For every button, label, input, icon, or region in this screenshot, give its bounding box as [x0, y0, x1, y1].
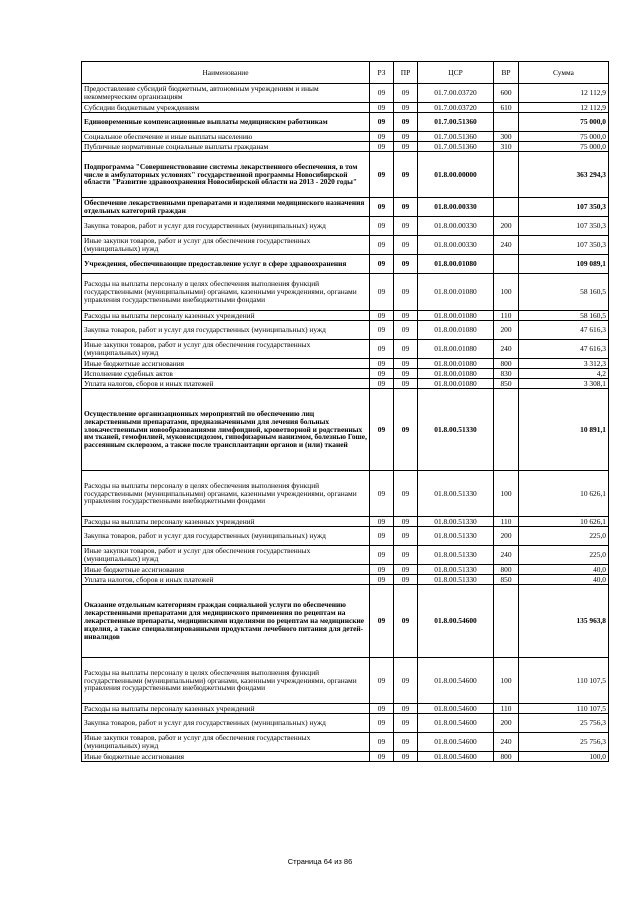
cell-csr: 01.8.00.00330: [418, 198, 494, 217]
cell-sum: 109 089,1: [519, 255, 609, 274]
cell-name: Субсидии бюджетным учреждениям: [82, 103, 370, 113]
cell-sum: 47 616,3: [519, 321, 609, 340]
cell-vr: 100: [494, 658, 519, 704]
cell-pr: 09: [394, 546, 418, 565]
cell-sum: 10 626,1: [519, 471, 609, 517]
cell-rz: 09: [370, 575, 394, 585]
cell-csr: 01.8.00.01080: [418, 359, 494, 369]
table-row: [82, 733, 609, 752]
header-vr: ВР: [494, 62, 519, 84]
cell-vr: [494, 389, 519, 471]
cell-csr: 01.8.00.51330: [418, 527, 494, 546]
table-row: [82, 113, 609, 132]
cell-name: Иные закупки товаров, работ и услуг для обеспечения государственных (муниципальных) нужд: [82, 546, 370, 565]
cell-name: Подпрограмма "Совершенствование системы лекарственного обеспечения, в том числе в амбулаторных условиях" государственной программы Новосибирской области "Развитие здравоохранения Новосибирской области на 2013 - 2020 годы": [82, 152, 370, 198]
cell-csr: 01.8.00.54600: [418, 704, 494, 714]
cell-name: Расходы на выплаты персоналу казенных учреждений: [82, 517, 370, 527]
table-row: [82, 340, 609, 359]
cell-rz: 09: [370, 752, 394, 762]
cell-rz: 09: [370, 142, 394, 152]
cell-csr: 01.8.00.51330: [418, 575, 494, 585]
page-number: Страница 64 из 86: [287, 857, 353, 866]
cell-pr: 09: [394, 103, 418, 113]
cell-name: Иные бюджетные ассигнования: [82, 565, 370, 575]
cell-rz: 09: [370, 103, 394, 113]
cell-csr: 01.8.00.00330: [418, 236, 494, 255]
cell-rz: 09: [370, 389, 394, 471]
cell-sum: 12 112,9: [519, 84, 609, 103]
cell-pr: 09: [394, 565, 418, 575]
cell-rz: 09: [370, 658, 394, 704]
cell-sum: 3 312,3: [519, 359, 609, 369]
cell-sum: 58 160,5: [519, 311, 609, 321]
cell-rz: 09: [370, 236, 394, 255]
cell-sum: 110 107,5: [519, 704, 609, 714]
cell-vr: 110: [494, 517, 519, 527]
cell-vr: 240: [494, 236, 519, 255]
cell-pr: 09: [394, 379, 418, 389]
cell-csr: 01.7.00.03720: [418, 84, 494, 103]
cell-sum: 10 626,1: [519, 517, 609, 527]
cell-sum: 12 112,9: [519, 103, 609, 113]
cell-rz: 09: [370, 527, 394, 546]
table-row: [82, 103, 609, 113]
cell-sum: 100,0: [519, 752, 609, 762]
cell-vr: 800: [494, 565, 519, 575]
cell-rz: 09: [370, 733, 394, 752]
cell-rz: 09: [370, 471, 394, 517]
cell-pr: 09: [394, 585, 418, 658]
cell-csr: 01.8.00.54600: [418, 714, 494, 733]
cell-pr: 09: [394, 517, 418, 527]
cell-vr: 600: [494, 84, 519, 103]
table-row: [82, 527, 609, 546]
cell-pr: 09: [394, 274, 418, 311]
cell-vr: 240: [494, 733, 519, 752]
table-row: [82, 359, 609, 369]
header-name: Наименование: [82, 62, 370, 84]
cell-name: Закупка товаров, работ и услуг для государственных (муниципальных) нужд: [82, 714, 370, 733]
cell-vr: 240: [494, 546, 519, 565]
table-row: [82, 217, 609, 236]
cell-rz: 09: [370, 84, 394, 103]
cell-rz: 09: [370, 152, 394, 198]
cell-name: Единовременные компенсационные выплаты медицинским работникам: [82, 113, 370, 132]
cell-pr: 09: [394, 340, 418, 359]
cell-rz: 09: [370, 132, 394, 142]
cell-csr: 01.8.00.54600: [418, 733, 494, 752]
cell-csr: 01.8.00.01080: [418, 311, 494, 321]
cell-rz: 09: [370, 359, 394, 369]
cell-pr: 09: [394, 575, 418, 585]
cell-sum: 225,0: [519, 527, 609, 546]
cell-pr: 09: [394, 359, 418, 369]
cell-vr: 850: [494, 575, 519, 585]
cell-csr: 01.8.00.51330: [418, 565, 494, 575]
table-row: [82, 236, 609, 255]
cell-name: Публичные нормативные социальные выплаты гражданам: [82, 142, 370, 152]
cell-sum: 363 294,3: [519, 152, 609, 198]
cell-pr: 09: [394, 369, 418, 379]
cell-csr: 01.8.00.01080: [418, 274, 494, 311]
cell-pr: 09: [394, 236, 418, 255]
cell-csr: 01.8.00.00330: [418, 217, 494, 236]
cell-sum: 75 000,0: [519, 113, 609, 132]
table-row: [82, 752, 609, 762]
cell-vr: 800: [494, 359, 519, 369]
cell-vr: [494, 585, 519, 658]
cell-sum: 4,2: [519, 369, 609, 379]
cell-name: Расходы на выплаты персоналу казенных учреждений: [82, 704, 370, 714]
cell-csr: 01.7.00.03720: [418, 103, 494, 113]
cell-vr: 240: [494, 340, 519, 359]
cell-pr: 09: [394, 142, 418, 152]
header-sum: Сумма: [519, 62, 609, 84]
cell-name: Расходы на выплаты персоналу казенных учреждений: [82, 311, 370, 321]
cell-csr: 01.7.00.51360: [418, 142, 494, 152]
cell-pr: 09: [394, 152, 418, 198]
cell-csr: 01.8.00.01080: [418, 255, 494, 274]
cell-csr: 01.8.00.00000: [418, 152, 494, 198]
cell-name: Иные закупки товаров, работ и услуг для обеспечения государственных (муниципальных) нужд: [82, 733, 370, 752]
cell-vr: 110: [494, 704, 519, 714]
cell-csr: 01.8.00.51330: [418, 389, 494, 471]
cell-pr: 09: [394, 752, 418, 762]
table-row: [82, 379, 609, 389]
cell-rz: 09: [370, 369, 394, 379]
cell-name: Расходы на выплаты персоналу в целях обеспечения выполнения функций государственными (муниципальными) органами, казенными учреждениями, органами управления государственными внебюджетными фондами: [82, 274, 370, 311]
cell-rz: 09: [370, 217, 394, 236]
cell-pr: 09: [394, 527, 418, 546]
cell-name: Закупка товаров, работ и услуг для государственных (муниципальных) нужд: [82, 217, 370, 236]
cell-vr: 300: [494, 132, 519, 142]
cell-name: Обеспечение лекарственными препаратами и изделиями медицинского назначения отдельных категорий граждан: [82, 198, 370, 217]
cell-vr: 100: [494, 471, 519, 517]
cell-pr: 09: [394, 255, 418, 274]
table-row: [82, 517, 609, 527]
cell-sum: 75 000,0: [519, 142, 609, 152]
cell-vr: 100: [494, 274, 519, 311]
cell-rz: 09: [370, 379, 394, 389]
table-row: [82, 546, 609, 565]
cell-rz: 09: [370, 340, 394, 359]
cell-rz: 09: [370, 565, 394, 575]
table-row: [82, 389, 609, 471]
cell-name: Закупка товаров, работ и услуг для государственных (муниципальных) нужд: [82, 527, 370, 546]
table-row: [82, 658, 609, 704]
cell-vr: [494, 113, 519, 132]
cell-rz: 09: [370, 704, 394, 714]
cell-pr: 09: [394, 321, 418, 340]
cell-sum: 110 107,5: [519, 658, 609, 704]
cell-rz: 09: [370, 311, 394, 321]
cell-name: Учреждения, обеспечивающие предоставление услуг в сфере здравоохранения: [82, 255, 370, 274]
cell-vr: 200: [494, 527, 519, 546]
cell-pr: 09: [394, 113, 418, 132]
cell-sum: 25 756,3: [519, 733, 609, 752]
table-row: [82, 255, 609, 274]
cell-vr: 830: [494, 369, 519, 379]
cell-vr: 800: [494, 752, 519, 762]
cell-rz: 09: [370, 517, 394, 527]
cell-csr: 01.7.00.51360: [418, 132, 494, 142]
table-row: [82, 311, 609, 321]
table-row: [82, 704, 609, 714]
table-row: [82, 575, 609, 585]
cell-name: Уплата налогов, сборов и иных платежей: [82, 379, 370, 389]
cell-name: Осуществление организационных мероприятий по обеспечению лиц лекарственными препаратами, предназначенными для лечения больных злокачественными новообразованиями лимфоидной, кроветворной и родственных им тканей, гемофилией, муковисцидозом, гипофизарным нанизмом, болезнью Гоше, рассеянным склерозом, а также после трансплантации органов и (или) тканей: [82, 389, 370, 471]
cell-sum: 225,0: [519, 546, 609, 565]
header-csr: ЦСР: [418, 62, 494, 84]
cell-csr: 01.8.00.51330: [418, 471, 494, 517]
cell-vr: 850: [494, 379, 519, 389]
cell-sum: 107 350,3: [519, 236, 609, 255]
cell-csr: 01.8.00.01080: [418, 321, 494, 340]
cell-vr: 110: [494, 311, 519, 321]
cell-pr: 09: [394, 198, 418, 217]
cell-pr: 09: [394, 704, 418, 714]
cell-name: Иные бюджетные ассигнования: [82, 359, 370, 369]
cell-vr: [494, 152, 519, 198]
cell-vr: 200: [494, 321, 519, 340]
cell-sum: 40,0: [519, 565, 609, 575]
table-row: [82, 321, 609, 340]
cell-rz: 09: [370, 113, 394, 132]
table-row: [82, 565, 609, 575]
table-row: [82, 585, 609, 658]
cell-rz: 09: [370, 714, 394, 733]
cell-csr: 01.8.00.54600: [418, 752, 494, 762]
cell-csr: 01.8.00.54600: [418, 658, 494, 704]
cell-name: Социальное обеспечение и иные выплаты населению: [82, 132, 370, 142]
cell-sum: 135 963,8: [519, 585, 609, 658]
cell-pr: 09: [394, 389, 418, 471]
cell-csr: 01.8.00.51330: [418, 546, 494, 565]
cell-name: Исполнение судебных актов: [82, 369, 370, 379]
cell-name: Предоставление субсидий бюджетным, автономным учреждениям и иным некоммерческим организациям: [82, 84, 370, 103]
cell-pr: 09: [394, 471, 418, 517]
cell-pr: 09: [394, 733, 418, 752]
cell-vr: 310: [494, 142, 519, 152]
table-row: [82, 369, 609, 379]
header-rz: РЗ: [370, 62, 394, 84]
cell-csr: 01.8.00.01080: [418, 369, 494, 379]
cell-csr: 01.7.00.51360: [418, 113, 494, 132]
cell-sum: 47 616,3: [519, 340, 609, 359]
cell-name: Иные закупки товаров, работ и услуг для обеспечения государственных (муниципальных) нужд: [82, 340, 370, 359]
cell-name: Расходы на выплаты персоналу в целях обеспечения выполнения функций государственными (муниципальными) органами, казенными учреждениями, органами управления государственными внебюджетными фондами: [82, 471, 370, 517]
cell-csr: 01.8.00.01080: [418, 379, 494, 389]
cell-csr: 01.8.00.01080: [418, 340, 494, 359]
cell-sum: 10 891,1: [519, 389, 609, 471]
cell-vr: 610: [494, 103, 519, 113]
cell-name: Уплата налогов, сборов и иных платежей: [82, 575, 370, 585]
cell-pr: 09: [394, 217, 418, 236]
cell-sum: 107 350,3: [519, 198, 609, 217]
table-row: [82, 152, 609, 198]
cell-name: Иные бюджетные ассигнования: [82, 752, 370, 762]
table-row: [82, 471, 609, 517]
table-row: [82, 198, 609, 217]
cell-vr: 200: [494, 217, 519, 236]
cell-sum: 75 000,0: [519, 132, 609, 142]
cell-name: Иные закупки товаров, работ и услуг для обеспечения государственных (муниципальных) нужд: [82, 236, 370, 255]
table-row: [82, 132, 609, 142]
cell-name: Оказание отдельным категориям граждан социальной услуги по обеспечению лекарственными препаратами для медицинского применения по рецептам на лекарственные препараты, медицинскими изделиями по рецептам на медицинские изделия, а также специализированными продуктами лечебного питания для детей-инвалидов: [82, 585, 370, 658]
cell-rz: 09: [370, 546, 394, 565]
cell-vr: [494, 198, 519, 217]
cell-name: Расходы на выплаты персоналу в целях обеспечения выполнения функций государственными (муниципальными) органами, казенными учреждениями, органами управления государственными внебюджетными фондами: [82, 658, 370, 704]
cell-csr: 01.8.00.51330: [418, 517, 494, 527]
cell-rz: 09: [370, 198, 394, 217]
cell-rz: 09: [370, 255, 394, 274]
table-header-row: [82, 62, 609, 84]
cell-vr: 200: [494, 714, 519, 733]
table-row: [82, 142, 609, 152]
table-row: [82, 714, 609, 733]
cell-pr: 09: [394, 658, 418, 704]
cell-sum: 107 350,3: [519, 217, 609, 236]
cell-pr: 09: [394, 132, 418, 142]
cell-rz: 09: [370, 585, 394, 658]
cell-sum: 25 756,3: [519, 714, 609, 733]
cell-csr: 01.8.00.54600: [418, 585, 494, 658]
cell-pr: 09: [394, 714, 418, 733]
cell-sum: 40,0: [519, 575, 609, 585]
cell-pr: 09: [394, 84, 418, 103]
header-pr: ПР: [394, 62, 418, 84]
cell-rz: 09: [370, 274, 394, 311]
cell-pr: 09: [394, 311, 418, 321]
budget-table: [81, 61, 609, 762]
cell-rz: 09: [370, 321, 394, 340]
cell-sum: 3 308,1: [519, 379, 609, 389]
cell-name: Закупка товаров, работ и услуг для государственных (муниципальных) нужд: [82, 321, 370, 340]
cell-vr: [494, 255, 519, 274]
cell-sum: 58 160,5: [519, 274, 609, 311]
table-row: [82, 84, 609, 103]
table-row: [82, 274, 609, 311]
